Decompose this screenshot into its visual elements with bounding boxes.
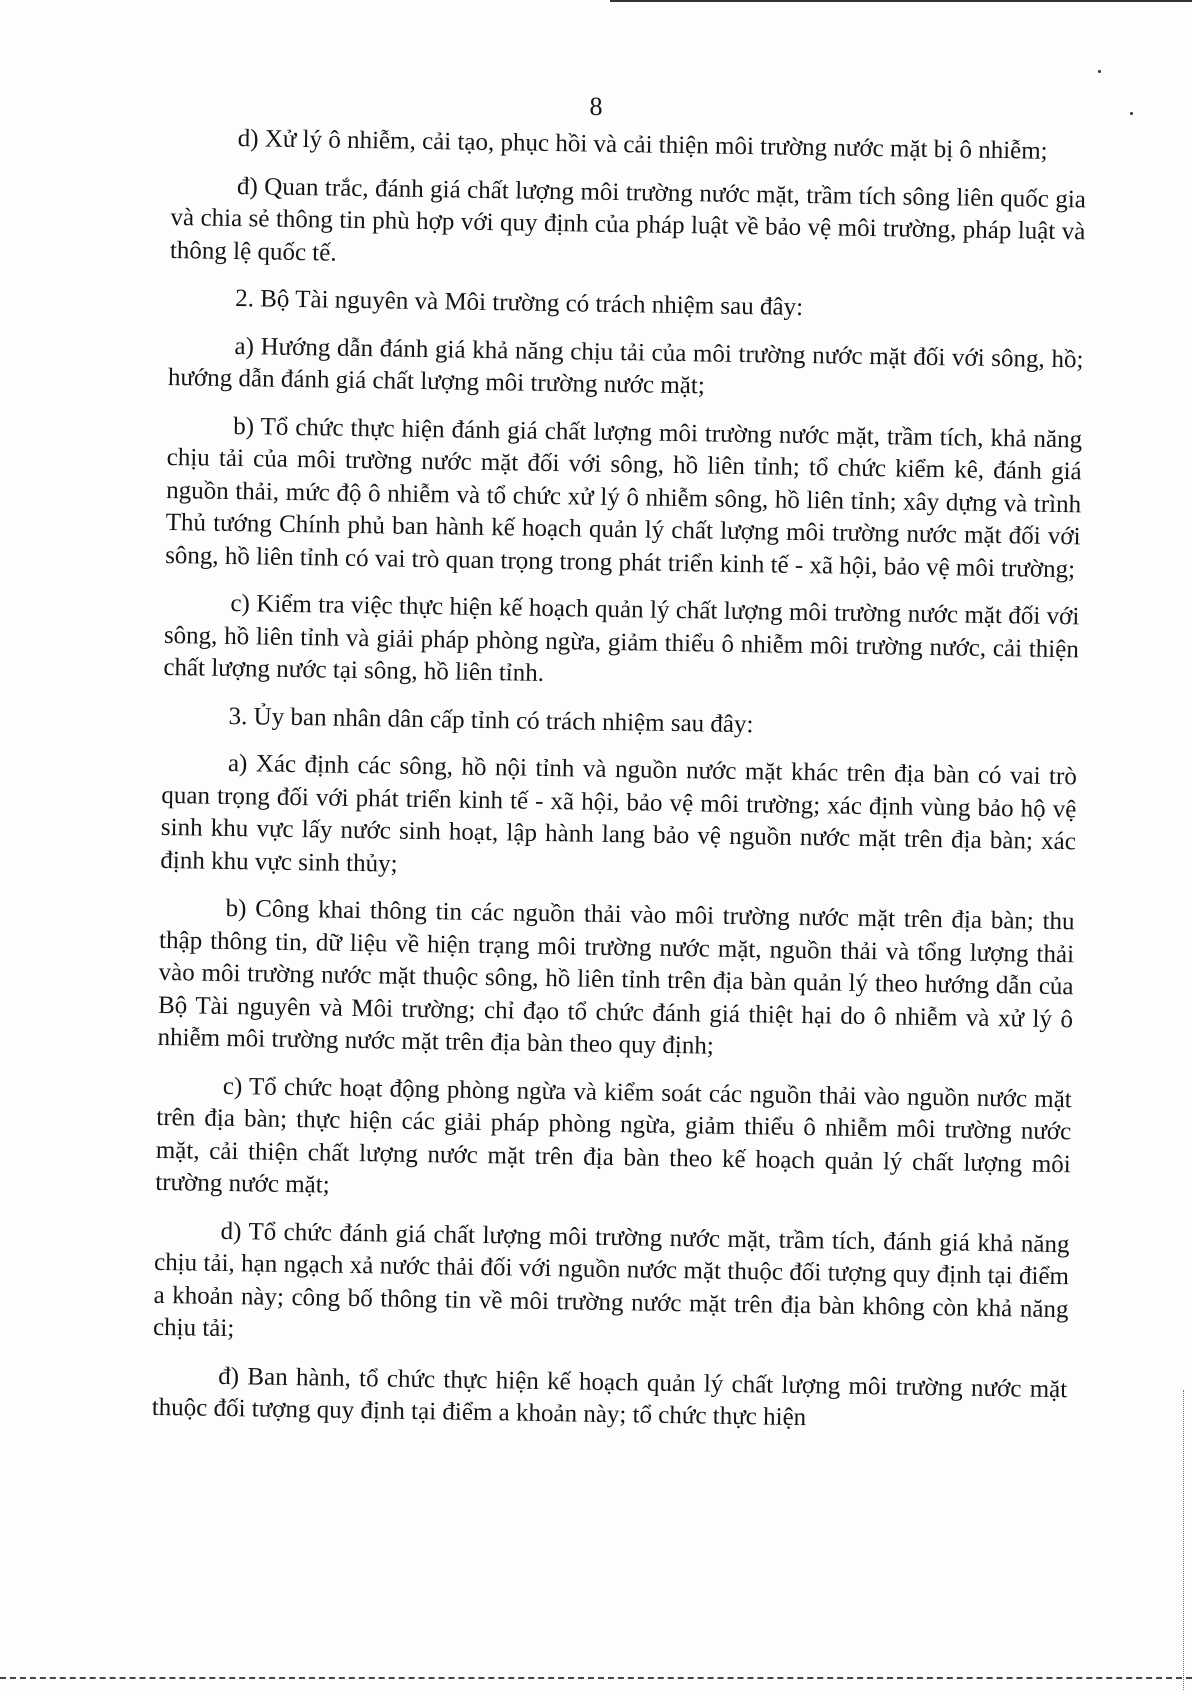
scan-edge-line (1183, 1390, 1184, 1690)
paragraph-2b: b) Tổ chức thực hiện đánh giá chất lượng môi trường nước mặt, trầm tích, khả năng chịu tải của môi trường nước mặt đối với sông, hồ liên tỉnh; tổ chức kiểm kê, đánh giá nguồn thải, mức độ ô nhiễm và tổ chức xử lý ô nhiễm sông, hồ liên tỉnh; xây dựng và trình Thủ tướng Chính phủ ban hành kế hoạch quản lý chất lượng môi trường nước mặt đối với sông, hồ liên tỉnh có vai trò quan trọng trong phát triển kinh tế - xã hội, bảo vệ môi trường; (164, 412, 1083, 583)
top-border-line (610, 0, 1192, 2)
paragraph-3dd: đ) Ban hành, tổ chức thực hiện kế hoạch quản lý chất lượng môi trường nước mặt thuộc đối tượng quy định tại điểm a khoản này; tổ chức thực hiện (151, 1362, 1068, 1432)
paragraph-1d: d) Xử lý ô nhiễm, cải tạo, phục hồi và cải thiện môi trường nước mặt bị ô nhiễm; (237, 125, 1048, 165)
paragraph-3d: d) Tổ chức đánh giá chất lượng môi trường nước mặt, trầm tích, đánh giá khả năng chịu tải, hạn ngạch xả nước thải đối với nguồn nước mặt thuộc đối tượng quy định tại điểm a khoản này; công bố thông tin về môi trường nước mặt trên địa bàn không còn khả năng chịu tải; (152, 1217, 1070, 1343)
paragraph-2-heading: 2. Bộ Tài nguyên và Môi trường có trách nhiệm sau đây: (235, 285, 804, 321)
paragraph-3c: c) Tổ chức hoạt động phòng ngừa và kiểm soát các nguồn thải vào nguồn nước mặt trên địa bàn; thực hiện các giải pháp phòng ngừa, giảm thiểu ô nhiễm môi trường nước mặt, cải thiện chất lượng nước mặt trên địa bàn theo kế hoạch quản lý chất lượng môi trường nước mặt; (155, 1072, 1072, 1199)
paragraph-3b: b) Công khai thông tin các nguồn thải vào môi trường nước mặt trên địa bàn; thu thập thông tin, dữ liệu về hiện trạng môi trường nước mặt, nguồn thải và tổng lượng thải vào môi trường nước mặt thuộc sông, hồ liên tỉnh trên địa bàn quản lý theo hướng dẫn của Bộ Tài nguyên và Môi trường; chỉ đạo tổ chức đánh giá thiệt hại do ô nhiễm và xử lý ô nhiễm môi trường nước mặt trên địa bàn theo quy định; (157, 894, 1075, 1060)
bottom-border-line (0, 1677, 1192, 1679)
scan-speck (1098, 70, 1101, 73)
paragraph-3-heading: 3. Ủy ban nhân dân cấp tỉnh có trách nhiệm sau đây: (228, 702, 754, 738)
paragraph-1dd: đ) Quan trắc, đánh giá chất lượng môi trường nước mặt, trầm tích sông liên quốc gia và chia sẻ thông tin phù hợp với quy định của pháp luật về bảo vệ môi trường, pháp luật và thông lệ quốc tế. (169, 172, 1087, 267)
paragraph-2a: a) Hướng dẫn đánh giá khả năng chịu tải của môi trường nước mặt đối với sông, hồ; hướng dẫn đánh giá chất lượng môi trường nước mặt; (167, 332, 1084, 400)
paragraph-2c: c) Kiểm tra việc thực hiện kế hoạch quản lý chất lượng môi trường nước mặt đối với sông, hồ liên tỉnh và giải pháp phòng ngừa, giảm thiểu ô nhiễm môi trường nước, cải thiện chất lượng nước tại sông, hồ liên tỉnh. (163, 589, 1080, 687)
page-number: 8 (589, 92, 603, 121)
paragraph-3a: a) Xác định các sông, hồ nội tỉnh và nguồn nước mặt khác trên địa bàn có vai trò quan trọng đối với phát triển kinh tế - xã hội, bảo vệ môi trường; xác định vùng bảo hộ vệ sinh khu vực lấy nước sinh hoạt, lập hành lang bảo vệ nguồn nước mặt trên địa bàn; xác định khu vực sinh thủy; (160, 749, 1078, 878)
document-body (151, 122, 1087, 1454)
